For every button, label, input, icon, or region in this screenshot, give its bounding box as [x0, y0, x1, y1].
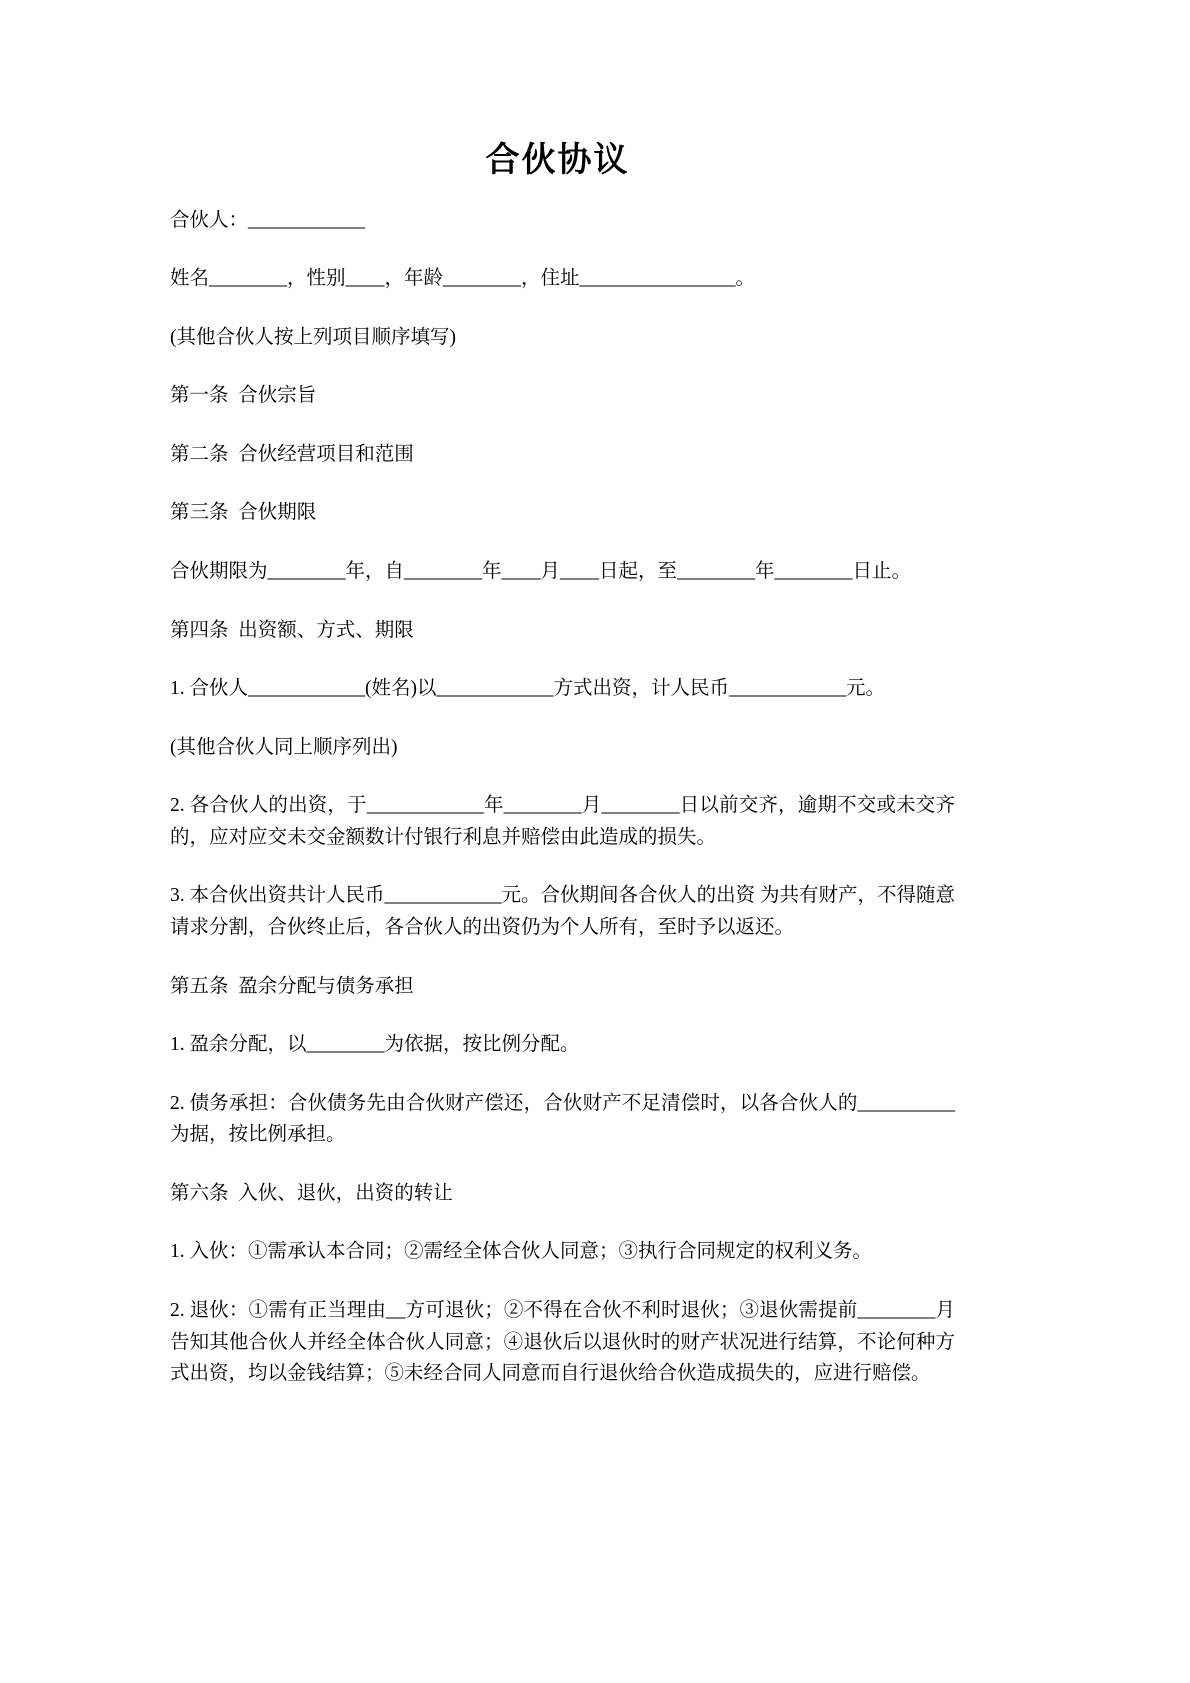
- article-6-heading: 第六条 入伙、退伙，出资的转让: [170, 1182, 453, 1204]
- page-title: 合伙协议: [485, 142, 630, 179]
- article-1-heading: 第一条 合伙宗旨: [170, 385, 317, 407]
- identity-line: 姓名________，性别____，年龄________，住址________________。: [170, 268, 756, 290]
- article-3-body: 合伙期限为________年，自________年____月____日起，至________年________日止。: [170, 560, 912, 582]
- article-5-heading: 第五条 盈余分配与债务承担: [170, 975, 414, 997]
- article-4-item-2: 2. 各合伙人的出资，于____________年________月________日以前交齐，逾期不交或未交齐的，应对应交未交金额数计付银行利息并赔偿由此造成的损失。: [170, 795, 955, 848]
- article-5-item-1: 1. 盈余分配，以________为依据，按比例分配。: [170, 1034, 580, 1056]
- document-content: [170, 140, 955, 1390]
- article-6-item-2: 2. 退伙：①需有正当理由__方可退伙；②不得在合伙不利时退伙；③退伙需提前________月告知其他合伙人并经全体合伙人同意；④退伙后以退伙时的财产状况进行结算，不论何种方式出资，均以金钱结算；⑤未经合同人同意而自行退伙给合伙造成损失的，应进行赔偿。: [170, 1300, 955, 1385]
- article-4-item-1: 1. 合伙人____________(姓名)以____________方式出资，计人民币____________元。: [170, 678, 885, 700]
- article-4-item-3: 3. 本合伙出资共计人民币____________元。合伙期间各合伙人的出资 为共有财产，不得随意请求分割，合伙终止后，各合伙人的出资仍为个人所有，至时予以返还。: [170, 885, 955, 939]
- article-4-heading: 第四条 出资额、方式、期限: [170, 619, 414, 641]
- article-4-note: (其他合伙人同上顺序列出): [170, 736, 398, 758]
- other-partners-note: (其他合伙人按上列项目顺序填写): [170, 326, 456, 348]
- article-6-item-1: 1. 入伙：①需承认本合同；②需经全体合伙人同意；③执行合同规定的权利义务。: [170, 1241, 873, 1263]
- article-3-heading: 第三条 合伙期限: [170, 502, 317, 524]
- partner-line: 合伙人：____________: [170, 209, 366, 231]
- article-2-heading: 第二条 合伙经营项目和范围: [170, 443, 414, 465]
- article-5-item-2: 2. 债务承担：合伙债务先由合伙财产偿还，合伙财产不足清偿时，以各合伙人的__________为据，按比例承担。: [170, 1092, 955, 1146]
